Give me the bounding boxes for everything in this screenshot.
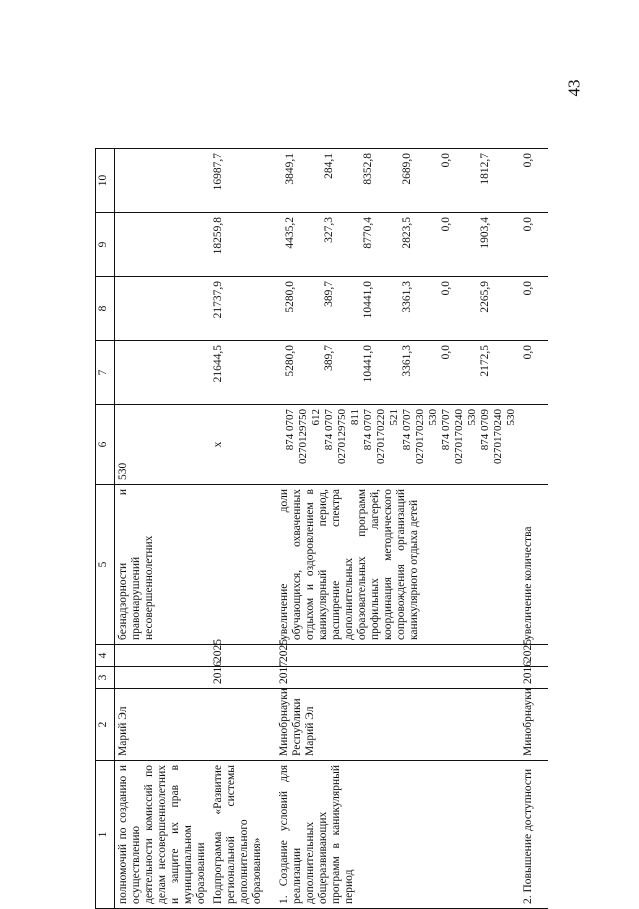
value: 1812,7: [479, 153, 491, 185]
code-line: 811: [349, 409, 361, 426]
code-line: 0270129750: [297, 409, 309, 464]
code-line: 0270170220: [375, 409, 387, 464]
cell-end-year: 2025: [520, 645, 548, 667]
cell-value: 0,0: [520, 213, 548, 277]
cell-start-year: [115, 667, 211, 689]
value: 8352,8: [362, 153, 374, 185]
cell-end-year: 2025: [210, 645, 276, 667]
cell-value: 0,0: [520, 277, 548, 341]
column-header: 9: [96, 213, 115, 277]
cell-code: x: [210, 405, 276, 485]
cell-codes: [276, 405, 520, 485]
cell-code: [520, 405, 548, 485]
code-group: [323, 409, 362, 480]
code-group: [401, 409, 440, 480]
cell-value: [115, 277, 211, 341]
value: 8770,4: [362, 217, 374, 249]
cell-value: 0,0: [520, 149, 548, 213]
cell-result: безнадзорности и правонарушений несовершеннолетних: [115, 485, 211, 645]
code-line: 874 0707: [440, 409, 452, 451]
value: 389,7: [323, 281, 335, 307]
cell-name: 1. Создание условий для реализации дополнительных общеразвивающих программ в каникулярный период: [276, 761, 520, 909]
cell-start-year: 2016: [210, 667, 276, 689]
value: 2172,5: [479, 345, 491, 377]
column-header: 5: [96, 485, 115, 645]
code-line: 0270170240: [453, 409, 465, 464]
code-line: 612: [310, 409, 322, 426]
cell-result: [210, 485, 276, 645]
cell-name: 2. Повышение доступности: [520, 761, 548, 909]
rotated-table-sheet: [95, 139, 579, 909]
value: 389,7: [323, 345, 335, 371]
cell-values: [276, 213, 520, 277]
code-group: [362, 409, 401, 480]
cell-end-year: [115, 645, 211, 667]
column-header: 10: [96, 149, 115, 213]
cell-start-year: 2017: [276, 667, 520, 689]
value: 3361,3: [401, 345, 413, 377]
value: 2265,9: [479, 281, 491, 313]
value: 2823,5: [401, 217, 413, 249]
column-number-row: [96, 149, 115, 909]
cell-executor: Марий Эл: [115, 689, 211, 761]
value: 3849,1: [284, 153, 296, 185]
page-number: 43: [564, 79, 584, 97]
column-header: 2: [96, 689, 115, 761]
code-group: [440, 409, 479, 480]
cell-executor: [210, 689, 276, 761]
cell-values: [276, 341, 520, 405]
value: 1903,4: [479, 217, 491, 249]
cell-value: [115, 341, 211, 405]
budget-table: [95, 148, 548, 909]
cell-value: [115, 149, 211, 213]
cell-executor: Минобрнауки Республики Марий Эл: [276, 689, 520, 761]
code-line: 874 0709: [479, 409, 491, 451]
column-header: 6: [96, 405, 115, 485]
code-line: 0270129750: [336, 409, 348, 464]
code-line: 874 0707: [401, 409, 413, 451]
value: 3361,3: [401, 281, 413, 313]
cell-value: 0,0: [520, 341, 548, 405]
column-header: 7: [96, 341, 115, 405]
value: 284,1: [323, 153, 335, 179]
cell-start-year: 2016: [520, 667, 548, 689]
value: 4435,2: [284, 217, 296, 249]
code-line: 530: [466, 409, 478, 426]
code-line: 0270170240: [492, 409, 504, 464]
cell-value: [115, 213, 211, 277]
code-line: 521: [388, 409, 400, 426]
code-group: [479, 409, 518, 480]
cell-value: 16987,7: [210, 149, 276, 213]
table-row: [276, 149, 520, 909]
cell-code: 530: [115, 405, 211, 485]
value: 0,0: [440, 217, 452, 232]
table-row: [520, 149, 548, 909]
cell-name: Подпрограмма «Развитие региональной системы дополнительного образования»: [210, 761, 276, 909]
value: 5280,0: [284, 345, 296, 377]
cell-name: полномочий по созданию и осуществлению деятельности комиссий по делам несовершеннолетних и защите их прав в муниципальном образовании: [115, 761, 211, 909]
table-row: [210, 149, 276, 909]
cell-value: 21737,9: [210, 277, 276, 341]
column-header: 8: [96, 277, 115, 341]
value: 10441,0: [362, 345, 374, 383]
column-header: 4: [96, 645, 115, 667]
code-line: 530: [505, 409, 517, 426]
value: 327,3: [323, 217, 335, 243]
code-line: 0270170230: [414, 409, 426, 464]
code-line: 874 0707: [323, 409, 335, 451]
value: 10441,0: [362, 281, 374, 319]
value: 0,0: [440, 281, 452, 296]
cell-end-year: 2025: [276, 645, 520, 667]
code-line: 530: [427, 409, 439, 426]
cell-executor: Минобрнауки: [520, 689, 548, 761]
cell-values: [276, 149, 520, 213]
code-group: [284, 409, 323, 480]
cell-value: 21644,5: [210, 341, 276, 405]
value: 2689,0: [401, 153, 413, 185]
value: 5280,0: [284, 281, 296, 313]
cell-result: увеличение количества: [520, 485, 548, 645]
table-row: [115, 149, 211, 909]
code-line: 874 0707: [362, 409, 374, 451]
value: 0,0: [440, 153, 452, 168]
column-header: 1: [96, 761, 115, 909]
column-header: 3: [96, 667, 115, 689]
cell-value: 18259,8: [210, 213, 276, 277]
value: 0,0: [440, 345, 452, 360]
cell-result: увеличение доли обучающихся, охваченных отдыхом и оздоровлением в каникулярный период, расширение спектра дополнительных образовательных программ профильных лагерей, координация методического сопровождения организаций каникулярного отдыха детей: [276, 485, 520, 645]
code-line: 874 0707: [284, 409, 296, 451]
cell-values: [276, 277, 520, 341]
